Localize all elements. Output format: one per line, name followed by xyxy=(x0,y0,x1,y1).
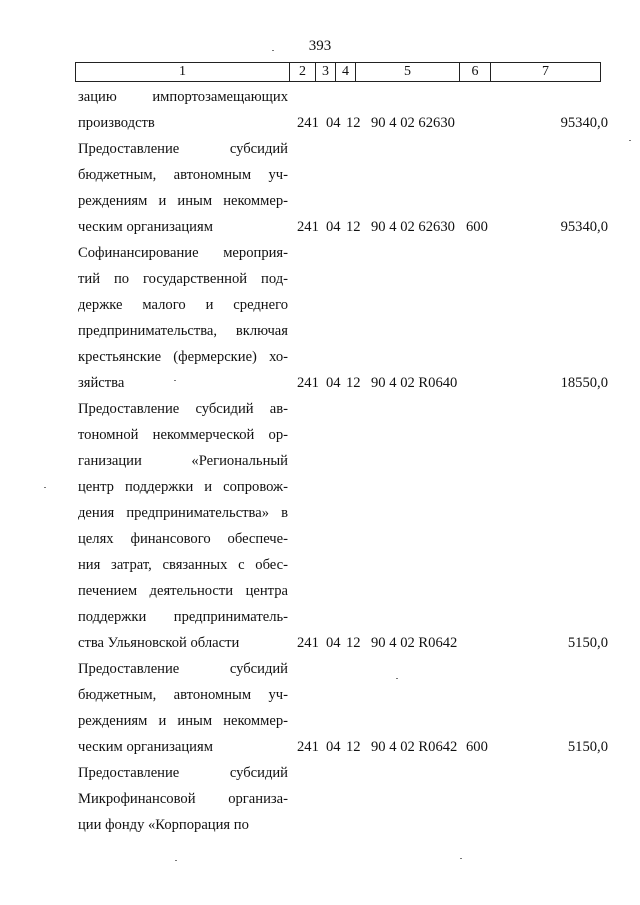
page-number: 393 xyxy=(308,38,332,54)
row-description xyxy=(78,760,288,838)
subsection-code-cell: 12 xyxy=(346,635,361,651)
table-row xyxy=(0,136,640,240)
description-line: ции фонду «Корпорация по xyxy=(78,817,249,833)
admin-code-cell: 241 xyxy=(297,219,319,235)
description-line: реждениям и иным некоммер- xyxy=(78,193,288,209)
section-code-cell: 04 xyxy=(326,375,341,391)
header-col-2: 2 xyxy=(290,63,316,82)
scan-speck xyxy=(44,487,46,488)
row-description xyxy=(78,656,288,760)
description-line: тономной некоммерческой ор- xyxy=(78,427,288,443)
description-line: Предоставление субсидий xyxy=(78,661,288,677)
description-line: Предоставление субсидий xyxy=(78,765,288,781)
table-row xyxy=(0,84,640,136)
header-col-7: 7 xyxy=(491,63,601,82)
description-line: ганизации «Региональный xyxy=(78,453,288,469)
admin-code-cell: 241 xyxy=(297,115,319,131)
description-line: бюджетным, автономным уч- xyxy=(78,687,288,703)
row-description xyxy=(78,84,288,136)
amount-cell: 18550,0 xyxy=(560,375,608,391)
description-line: целях финансового обеспече- xyxy=(78,531,288,547)
scan-speck xyxy=(396,678,398,679)
description-line: печением деятельности центра xyxy=(78,583,288,599)
amount-cell: 5150,0 xyxy=(567,739,608,755)
description-line: центр поддержки и сопровож- xyxy=(78,479,288,495)
scan-speck xyxy=(174,380,176,381)
header-col-5: 5 xyxy=(356,63,460,82)
description-line: ния затрат, связанных с обес- xyxy=(78,557,288,573)
scan-speck xyxy=(460,858,462,859)
target-article-cell: 90 4 02 R0642 xyxy=(371,739,458,755)
header-col-6: 6 xyxy=(460,63,491,82)
admin-code-cell: 241 xyxy=(297,635,319,651)
row-description xyxy=(78,240,288,396)
subsection-code-cell: 12 xyxy=(346,739,361,755)
table-row xyxy=(0,396,640,656)
amount-cell: 95340,0 xyxy=(560,219,608,235)
admin-code-cell: 241 xyxy=(297,375,319,391)
expense-type-cell: 600 xyxy=(466,739,488,755)
description-line: ства Ульяновской области xyxy=(78,635,240,651)
section-code-cell: 04 xyxy=(326,635,341,651)
description-line: бюджетным, автономным уч- xyxy=(78,167,288,183)
description-line: Предоставление субсидий ав- xyxy=(78,401,288,417)
amount-cell: 95340,0 xyxy=(560,115,608,131)
target-article-cell: 90 4 02 R0640 xyxy=(371,375,458,391)
expense-type-cell: 600 xyxy=(466,219,488,235)
subsection-code-cell: 12 xyxy=(346,375,361,391)
description-line: ческим организациям xyxy=(78,739,213,755)
description-line: производств xyxy=(78,115,155,131)
header-col-3: 3 xyxy=(316,63,336,82)
row-description xyxy=(78,136,288,240)
table-row xyxy=(0,656,640,760)
target-article-cell: 90 4 02 R0642 xyxy=(371,635,458,651)
section-code-cell: 04 xyxy=(326,739,341,755)
section-code-cell: 04 xyxy=(326,115,341,131)
target-article-cell: 90 4 02 62630 xyxy=(371,115,455,131)
table-header xyxy=(75,62,601,82)
description-line: ческим организациям xyxy=(78,219,213,235)
description-line: держке малого и среднего xyxy=(78,297,288,313)
description-line: Микрофинансовой организа- xyxy=(78,791,288,807)
admin-code-cell: 241 xyxy=(297,739,319,755)
scan-speck xyxy=(629,140,631,141)
section-code-cell: 04 xyxy=(326,219,341,235)
description-line: реждениям и иным некоммер- xyxy=(78,713,288,729)
description-line: Предоставление субсидий xyxy=(78,141,288,157)
header-col-1: 1 xyxy=(76,63,290,82)
target-article-cell: 90 4 02 62630 xyxy=(371,219,455,235)
row-description xyxy=(78,396,288,656)
table-row xyxy=(0,240,640,396)
description-line: Софинансирование мероприя- xyxy=(78,245,288,261)
table-row xyxy=(0,760,640,838)
description-line: поддержки предприниматель- xyxy=(78,609,288,625)
description-line: дения предпринимательства» в xyxy=(78,505,288,521)
description-line: тий по государственной под- xyxy=(78,271,288,287)
description-line: зацию импортозамещающих xyxy=(78,89,288,105)
amount-cell: 5150,0 xyxy=(567,635,608,651)
header-col-4: 4 xyxy=(336,63,356,82)
scan-speck xyxy=(272,50,274,51)
description-line: крестьянские (фермерские) хо- xyxy=(78,349,288,365)
subsection-code-cell: 12 xyxy=(346,219,361,235)
description-line: зяйства xyxy=(78,375,125,391)
description-line: предпринимательства, включая xyxy=(78,323,288,339)
subsection-code-cell: 12 xyxy=(346,115,361,131)
scan-speck xyxy=(175,860,177,861)
